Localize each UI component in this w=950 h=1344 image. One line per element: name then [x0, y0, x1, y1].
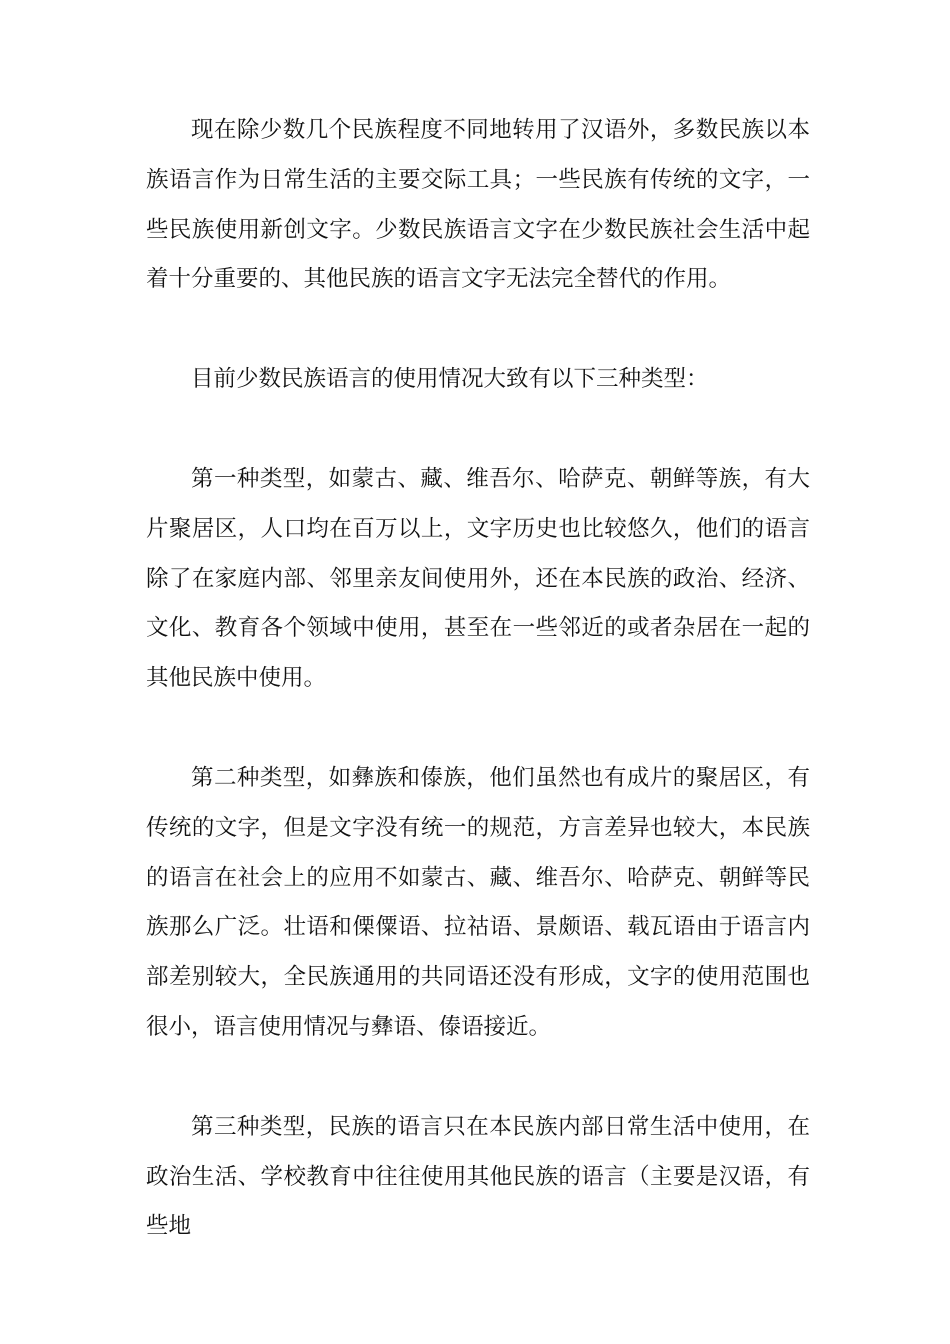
paragraph-type-three: 第三种类型，民族的语言只在本民族内部日常生活中使用，在政治生活、学校教育中往往使用其他民族的语言（主要是汉语，有些地 [146, 1113, 810, 1240]
paragraph-types-heading: 目前少数民族语言的使用情况大致有以下三种类型： [191, 366, 709, 393]
paragraph-type-two: 第二种类型，如彝族和傣族，他们虽然也有成片的聚居区，有传统的文字，但是文字没有统一的规范，方言差异也较大，本民族的语言在社会上的应用不如蒙古、藏、维吾尔、哈萨克、朝鲜等民族那么广泛。壮语和傈僳语、拉祜语、景颇语、载瓦语由于语言内部差别较大，全民族通用的共同语还没有形成，文字的使用范围也很小，语言使用情况与彝语、傣语接近。 [146, 764, 810, 1040]
paragraph-intro: 现在除少数几个民族程度不同地转用了汉语外，多数民族以本族语言作为日常生活的主要交际工具；一些民族有传统的文字，一些民族使用新创文字。少数民族语言文字在少数民族社会生活中起着十分重要的、其他民族的语言文字无法完全替代的作用。 [146, 117, 810, 293]
document-body [146, 106, 810, 1302]
paragraph-type-one: 第一种类型，如蒙古、藏、维吾尔、哈萨克、朝鲜等族，有大片聚居区，人口均在百万以上，文字历史也比较悠久，他们的语言除了在家庭内部、邻里亲友间使用外，还在本民族的政治、经济、文化、教育各个领域中使用，甚至在一些邻近的或者杂居在一起的其他民族中使用。 [146, 465, 810, 692]
